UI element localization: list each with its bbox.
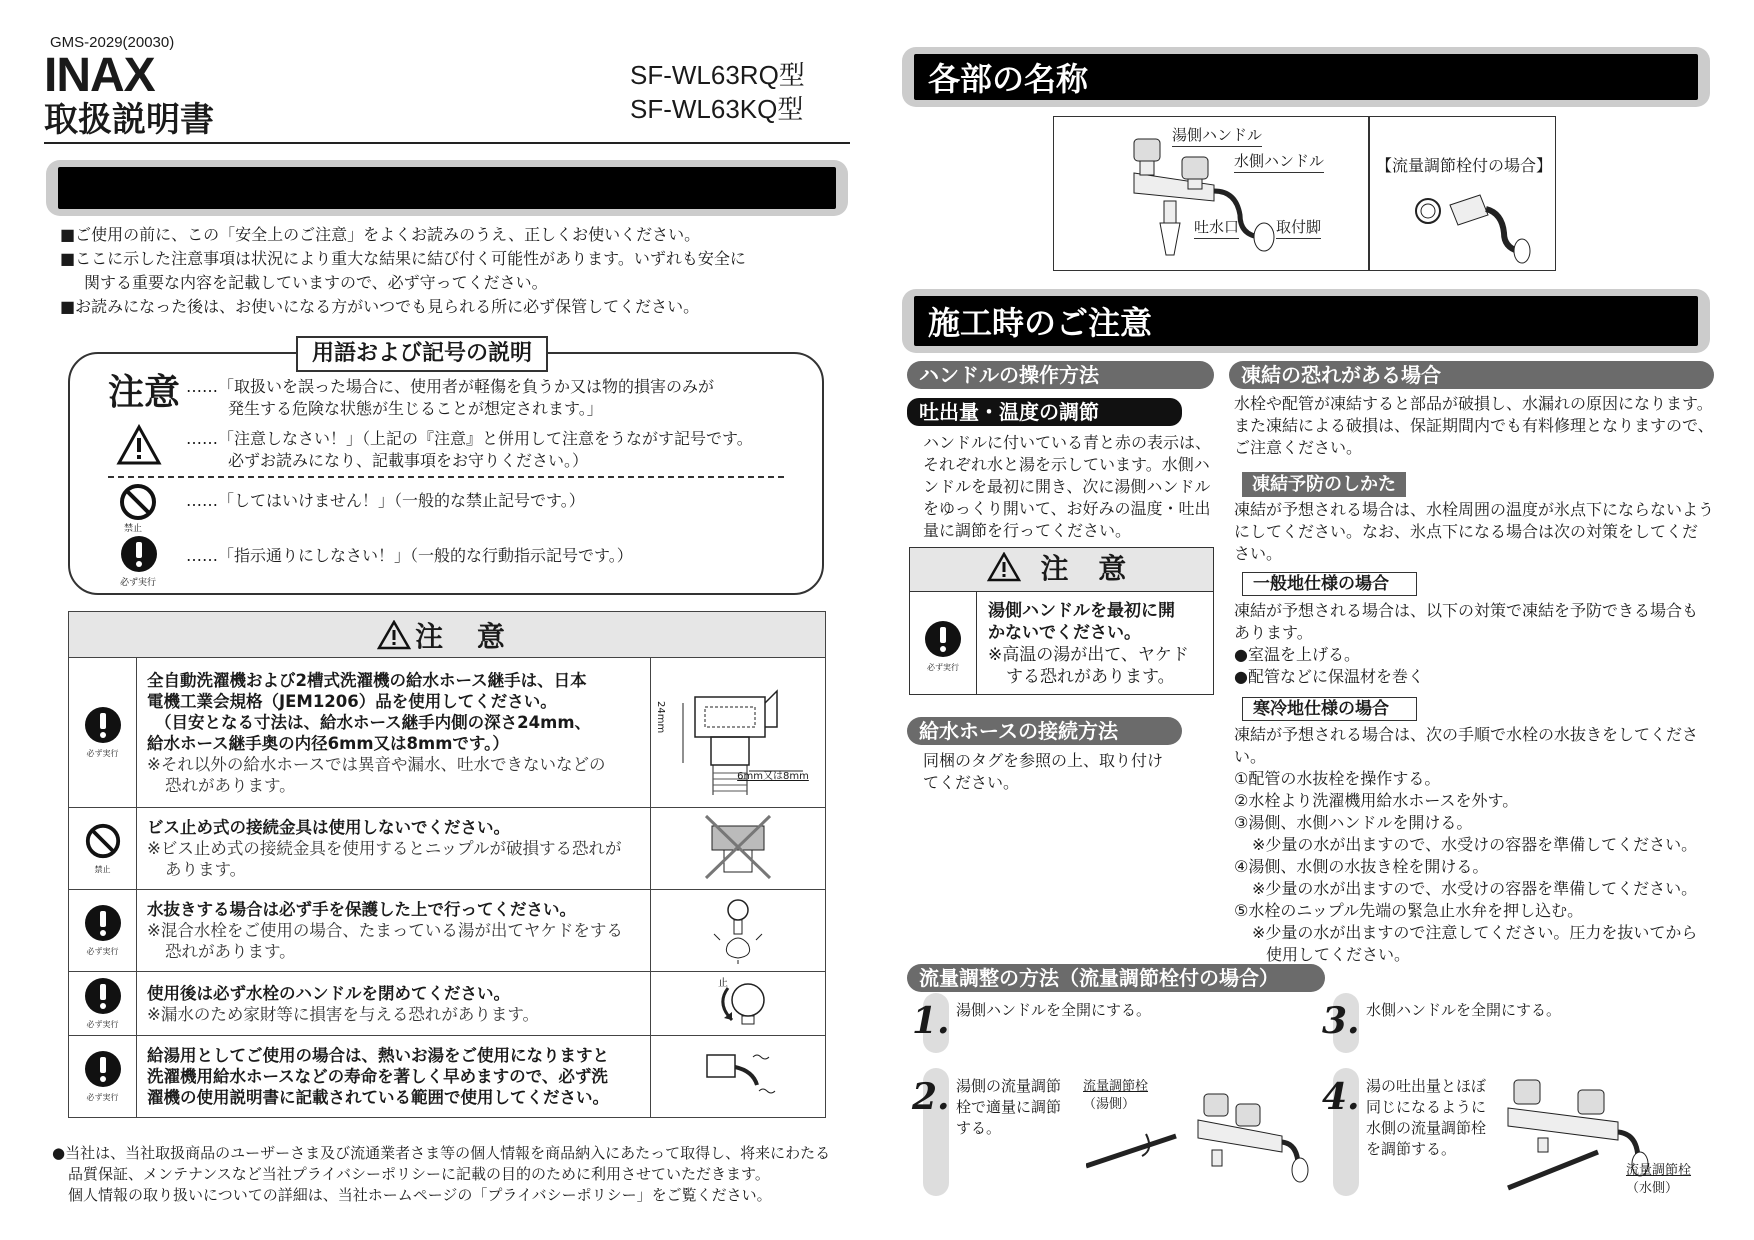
caution-note: ※混合水栓をご使用の場合、たまっている湯が出てヤケドをする	[147, 921, 623, 940]
intro-line: 関する重要な内容を記載していますので、必ず守ってください。	[84, 273, 548, 292]
prohibit-description: ……「してはいけません！」（一般的な禁止記号です。）	[186, 491, 585, 510]
label-spout: 吐水口	[1194, 217, 1239, 239]
model-numbers	[630, 58, 805, 126]
flow-adjust-heading: 流量調整の方法（流量調節栓付の場合）	[907, 964, 1325, 992]
caution-line: ビス止め式の接続金具は使用しないでください。	[147, 818, 510, 837]
close-handle-figure	[651, 972, 826, 1036]
text-line: それぞれ水と湯を示しています。水側ハ	[923, 455, 1210, 474]
install-caution-icon-cell	[910, 592, 977, 694]
caution-note: 恐れがあります。	[165, 775, 296, 795]
label-flow-variant: 【流量調節栓付の場合】	[1376, 156, 1553, 175]
caution-row-text	[137, 658, 651, 808]
caution-line: 洗濯機用給水ホースなどの寿命を著しく早めますので、必ず洗	[147, 1067, 608, 1086]
caution-note: あります。	[165, 860, 247, 879]
intro-line: ■お読みになった後は、お使いになる方がいつでも見られる所に必ず保管してください。	[60, 297, 700, 316]
label-cold-handle: 水側ハンドル	[1234, 151, 1324, 173]
legend-divider	[108, 476, 784, 478]
privacy-line: ●当社は、当社取扱商品のユーザーさま及び流通業者さま等の個人情報を商品納入にあたって取得し、将来にわたる	[52, 1144, 831, 1162]
install-caution-title: 注 意	[1040, 552, 1137, 585]
flow-valve-leg-illustration	[1406, 181, 1536, 265]
caution-row	[69, 808, 826, 890]
fig-label: 流量調節栓	[1626, 1163, 1692, 1178]
caution-row-text	[137, 1036, 651, 1118]
hot-hose-illustration	[693, 1045, 783, 1105]
document-title: 取扱説明書	[44, 100, 214, 140]
parts-diagram-box	[1053, 116, 1556, 271]
hose-joint-illustration	[653, 683, 823, 813]
text-line: ハンドルに付いている青と赤の表示は、	[923, 433, 1212, 452]
step2-faucet-illustration	[1086, 1090, 1316, 1200]
caution-note: ※高温の湯が出て、ヤケド	[988, 645, 1189, 665]
fig-label: 流量調節栓	[1083, 1079, 1149, 1094]
hose-joint-figure	[651, 658, 826, 808]
step-text	[1366, 1076, 1486, 1160]
text-line: 量に調節を行ってください。	[923, 521, 1132, 540]
icon-label: 禁止	[94, 865, 111, 874]
text-line: ④湯側、水側の水抜き栓を開ける。	[1234, 857, 1489, 876]
caution-line: 湯側ハンドルを最初に開	[988, 601, 1175, 621]
mandatory-description: ……「指示通りにしなさい！」（一般的な行動指示記号です。）	[186, 546, 633, 565]
parts-title: 各部の名称	[914, 54, 1698, 100]
caution-line: 給湯用としてご使用の場合は、熱いお湯をご使用になりますと	[147, 1046, 609, 1065]
model-number: SF-WL63KQ型	[630, 94, 804, 124]
screw-fitting-prohibited-illustration	[698, 812, 778, 882]
screw-fitting-figure	[651, 808, 826, 890]
handle-operation-heading: ハンドルの操作方法	[907, 361, 1214, 389]
caution-line: （目安となる寸法は、給水ホース継手内側の深さ24mm、	[155, 712, 592, 732]
privacy-notice	[52, 1143, 862, 1206]
text-line: ①配管の水抜栓を操作する。	[1234, 769, 1441, 788]
freeze-risk-heading: 凍結の恐れがある場合	[1229, 361, 1714, 389]
caution-row	[69, 1036, 826, 1118]
caution-word-description	[186, 376, 806, 420]
hose-text	[923, 750, 1221, 794]
warning-triangle-icon	[987, 552, 1021, 582]
install-caution-box	[909, 547, 1214, 695]
close-label: 止	[718, 977, 728, 989]
model-number: SF-WL63RQ型	[630, 60, 805, 90]
step-text	[956, 1076, 1061, 1139]
close-handle-illustration	[698, 974, 778, 1030]
flow-temp-heading: 吐出量・温度の調節	[907, 398, 1182, 426]
caution-line: 使用後は必ず水栓のハンドルを閉めてください。	[147, 983, 510, 1003]
brand-logo: INAX	[44, 49, 155, 102]
text-line: ●配管などに保温材を巻く	[1234, 667, 1424, 686]
text-line: ●室温を上げる。	[1234, 645, 1360, 664]
text-line: 同じになるように	[1366, 1098, 1487, 1116]
caution-word: 注意	[108, 372, 181, 413]
intro-line: ■ご使用の前に、この「安全上のご注意」をよくお読みのうえ、正しくお使いください。	[60, 225, 701, 244]
text-line: 凍結が予想される場合は、水栓周囲の温度が氷点下にならないよう	[1234, 500, 1715, 519]
step-number: 4.	[1322, 1076, 1360, 1118]
caution-line: かないでください。	[988, 623, 1141, 643]
adjust-text	[923, 432, 1221, 542]
text-line: する。	[956, 1119, 1002, 1137]
caution-row	[69, 658, 826, 808]
step-text: 湯側ハンドルを全開にする。	[956, 1001, 1152, 1019]
cold-region-text	[1234, 724, 1714, 966]
desc-line: ……「取扱いを誤った場合に、使用者が軽傷を負うか又は物的損害のみが	[186, 377, 715, 396]
safety-header-title	[58, 167, 836, 209]
prohibit-icon	[84, 822, 122, 860]
parts-divider	[1368, 117, 1370, 270]
caution-line: 全自動洗濯機および2槽式洗濯機の給水ホース継手は、日本	[147, 670, 587, 690]
text-line: を調節する。	[1366, 1140, 1457, 1158]
water-drain-figure	[651, 890, 826, 972]
install-header-bar	[902, 289, 1710, 353]
text-line: ③湯側、水側ハンドルを開ける。	[1234, 813, 1473, 832]
warning-triangle-icon	[377, 620, 411, 650]
triangle-description	[186, 428, 806, 472]
caution-row-text	[137, 890, 651, 972]
icon-label: 必ず実行	[86, 1093, 119, 1102]
prohibit-icon	[118, 482, 158, 522]
safety-header-bar	[46, 160, 848, 216]
flow-valve-cold-label	[1626, 1162, 1691, 1198]
desc-line: ……「注意しなさい！」（上記の『注意』と併用して注意をうながす記号です。	[186, 429, 753, 448]
step-number: 3.	[1322, 1000, 1360, 1042]
caution-row-icon	[69, 972, 137, 1036]
mandatory-icon	[924, 620, 962, 658]
caution-line: 濯機の使用説明書に記載されている範囲で使用してください。	[147, 1088, 609, 1107]
text-line: 同梱のタグを参照の上、取り付け	[923, 751, 1164, 770]
caution-line: 給水ホース継手奥の内径6mm又は8mmです。）	[147, 733, 509, 753]
text-line: 水栓や配管が凍結すると部品が破損し、水漏れの原因になります。	[1234, 394, 1713, 413]
text-line: さい。	[1234, 544, 1283, 563]
caution-line: 水抜きする場合は必ず手を保護した上で行ってください。	[147, 900, 576, 919]
label-hot-handle: 湯側ハンドル	[1172, 125, 1262, 147]
text-line: 湯側の流量調節	[956, 1077, 1062, 1095]
caution-note: する恐れがあります。	[1006, 667, 1175, 687]
caution-row	[69, 972, 826, 1036]
text-line: ⑤水栓のニップル先端の緊急止水弁を押し込む。	[1234, 901, 1584, 920]
caution-row-icon	[69, 1036, 137, 1118]
prohibit-label: 禁止	[124, 524, 143, 534]
text-line: 凍結が予想される場合は、次の手順で水栓の水抜きをしてください。	[1234, 725, 1699, 766]
intro-text	[60, 224, 850, 318]
caution-row-icon	[69, 808, 137, 890]
cold-region-heading: 寒冷地仕様の場合	[1242, 697, 1417, 721]
mandatory-icon	[84, 977, 122, 1015]
header-rule	[44, 142, 850, 144]
label-mount: 取付脚	[1276, 217, 1321, 239]
text-line: にしてください。なお、氷点下になる場合は次の対策をしてくだ	[1234, 522, 1699, 541]
caution-note: 恐れがあります。	[165, 942, 296, 961]
icon-label: 必ず実行	[927, 663, 959, 672]
caution-line: 電機工業会規格（JEM1206）品を使用してください。	[147, 691, 557, 711]
text-line: ②水栓より洗濯機用給水ホースを外す。	[1234, 791, 1519, 810]
icon-label: 必ず実行	[86, 1020, 119, 1029]
caution-table-title: 注 意	[415, 619, 517, 653]
fig-label: （水側）	[1626, 1181, 1679, 1196]
caution-row-icon	[69, 890, 137, 972]
parts-header-bar	[902, 47, 1710, 107]
mandatory-icon	[120, 535, 158, 573]
text-line: ※少量の水が出ますので注意してください。圧力を抜いてから	[1252, 923, 1698, 942]
text-line: 湯の吐出量とほぼ	[1366, 1077, 1487, 1095]
document-code: GMS-2029(20030)	[50, 34, 175, 51]
desc-line: 発生する危険な状態が生じることが想定されます。」	[228, 399, 603, 418]
dimension-label: 6mm又は8mm	[737, 771, 809, 782]
text-line: ※少量の水が出ますので、水受けの容器を準備してください。	[1252, 879, 1698, 898]
mandatory-icon	[84, 1050, 122, 1088]
text-line: ご注意ください。	[1234, 438, 1363, 457]
privacy-line: 個人情報の取り扱いについての詳細は、当社ホームページの「プライバシーポリシー」をご覧ください。	[68, 1186, 772, 1204]
caution-note: ※それ以外の給水ホースでは異音や漏水、吐水できないなどの	[147, 754, 606, 774]
hot-hose-figure	[651, 1036, 826, 1118]
text-line: ※少量の水が出ますので、水受けの容器を準備してください。	[1252, 835, 1698, 854]
text-line: をゆっくり開いて、お好みの温度・吐出	[923, 499, 1211, 518]
icon-label: 必ず実行	[86, 947, 119, 956]
intro-line: ■ここに示した注意事項は状況により重大な結果に結び付く可能性があります。いずれも安全に	[60, 249, 746, 268]
symbol-legend-title: 用語および記号の説明	[296, 336, 548, 372]
text-line: ンドルを最初に開き、次に湯側ハンドル	[923, 477, 1211, 496]
icon-label: 必ず実行	[86, 749, 119, 758]
text-line: 使用してください。	[1266, 945, 1411, 964]
install-title: 施工時のご注意	[914, 296, 1698, 346]
caution-row-text	[137, 972, 651, 1036]
text-line: また凍結による破損は、保証期間内でも有料修理となりますので、	[1234, 416, 1714, 435]
step-number: 1.	[912, 1000, 950, 1042]
freeze-prevention-heading: 凍結予防のしかた	[1242, 472, 1406, 497]
text-line: 栓で適量に調節	[956, 1098, 1062, 1116]
hot-water-splash-illustration	[708, 894, 768, 964]
hose-connection-heading: 給水ホースの接続方法	[907, 717, 1182, 745]
caution-row	[69, 890, 826, 972]
general-spec-heading: 一般地仕様の場合	[1242, 572, 1417, 596]
text-line: 水側の流量調節栓	[1366, 1119, 1487, 1137]
prevent-text	[1234, 499, 1714, 565]
text-line: あります。	[1234, 623, 1313, 642]
mandatory-icon	[84, 706, 122, 744]
caution-row-text	[137, 808, 651, 890]
caution-table	[68, 611, 826, 1118]
caution-row-icon	[69, 658, 137, 808]
mandatory-icon	[84, 904, 122, 942]
freeze-text	[1234, 393, 1714, 459]
step-number: 2.	[912, 1076, 950, 1118]
step-text: 水側ハンドルを全開にする。	[1366, 1001, 1562, 1019]
fig-label: （湯側）	[1083, 1097, 1136, 1112]
desc-line: 必ずお読みになり、記載事項をお守りください。）	[228, 451, 589, 470]
caution-table-header	[69, 612, 826, 658]
install-caution-text	[988, 600, 1210, 688]
general-text	[1234, 600, 1714, 688]
text-line: てください。	[923, 773, 1020, 792]
caution-note: ※漏水のため家財等に損害を与える恐れがあります。	[147, 1004, 540, 1024]
caution-note: ※ビス止め式の接続金具を使用するとニップルが破損する恐れが	[147, 839, 622, 858]
privacy-line: 品質保証、メンテナンスなど当社プライバシーポリシーに記載の目的のために利用させていただきます。	[68, 1165, 770, 1183]
text-line: 凍結が予想される場合は、以下の対策で凍結を予防できる場合も	[1234, 601, 1699, 620]
dimension-label: 24mm	[655, 701, 666, 734]
warning-triangle-icon	[116, 424, 162, 466]
mandatory-label: 必ず実行	[120, 578, 157, 588]
install-caution-header	[910, 548, 1213, 592]
